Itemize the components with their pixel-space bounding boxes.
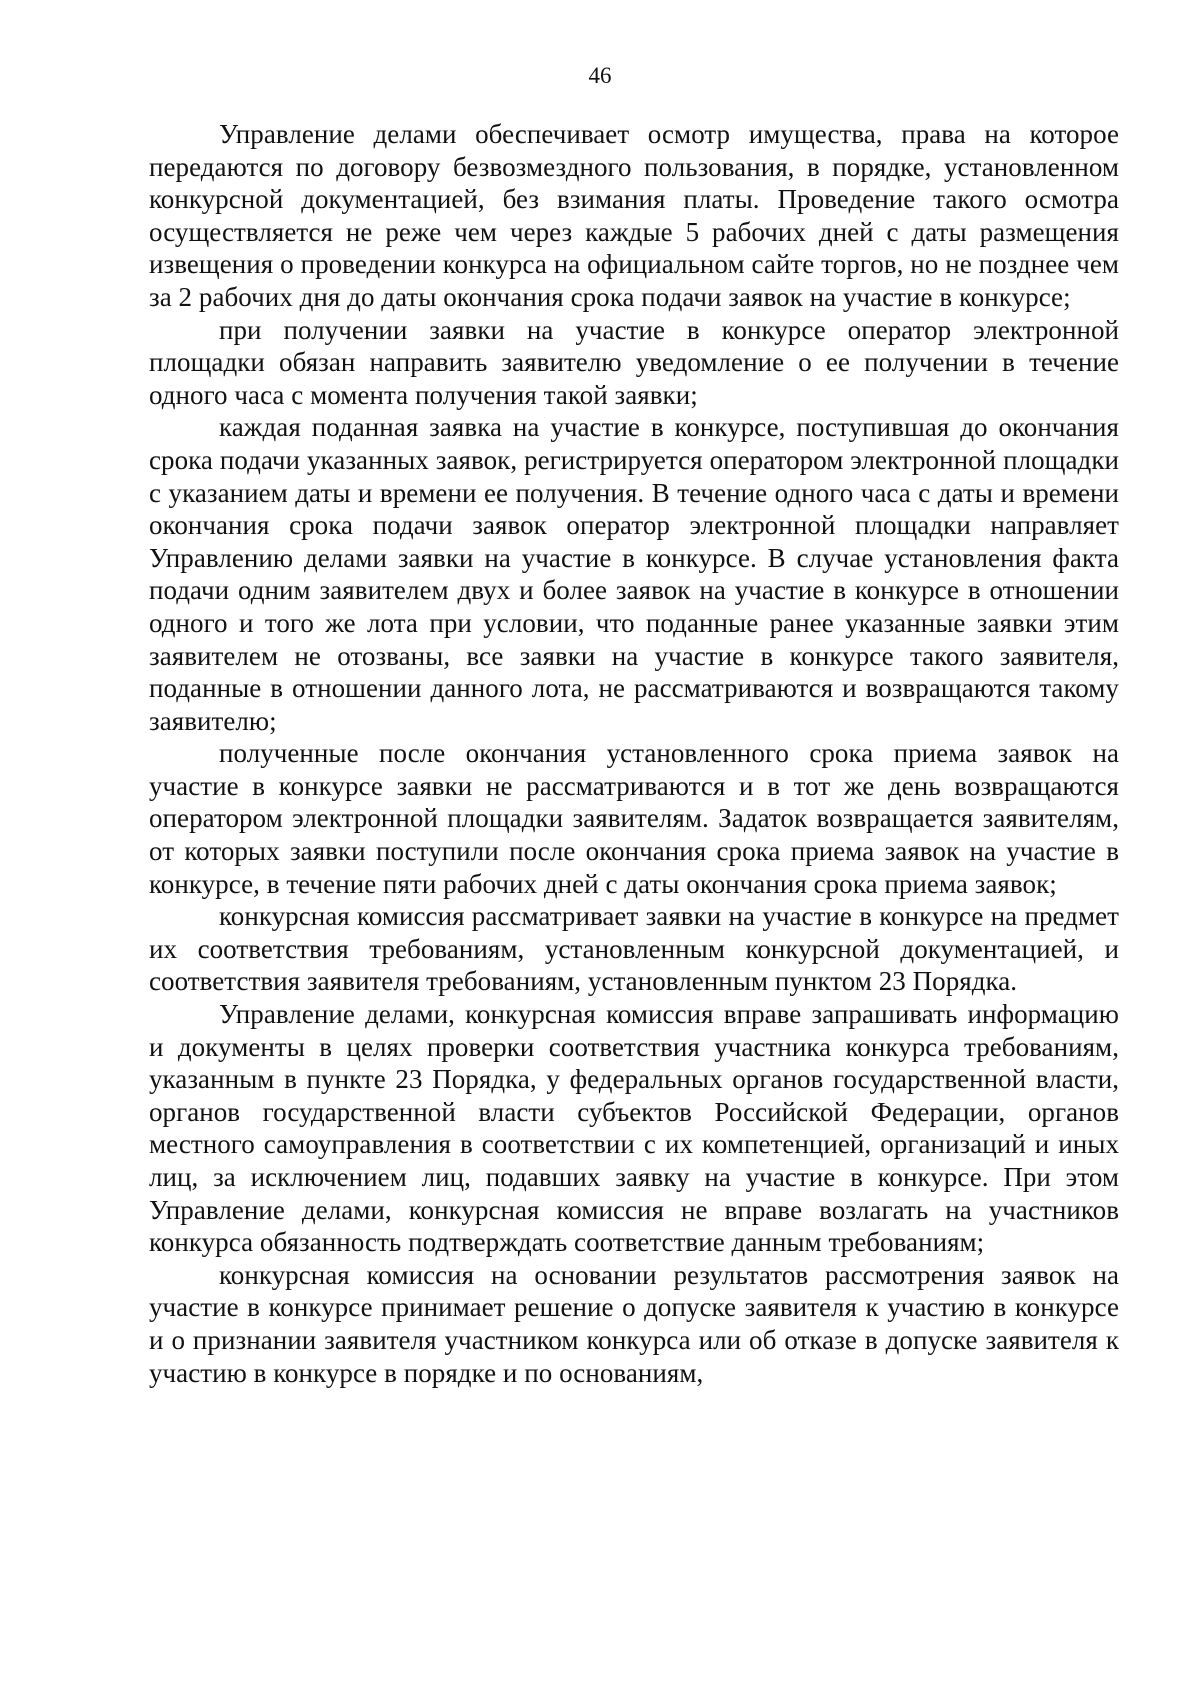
paragraph-commission-review: конкурсная комиссия рассматривает заявки на участие в конкурсе на предмет их соответствия требованиям, установленным конкурсной документацией, и соответствия заявителя требованиям, установленным пунктом 23 Порядка. bbox=[149, 901, 1119, 997]
paragraph-information-requests: Управление делами, конкурсная комиссия вправе запрашивать информацию и документы в целях проверки соответствия участника конкурса требованиям, указанным в пункте 23 Порядка, у федеральных органов государственной власти, органов государственной власти субъектов Российской Федерации, органов местного самоуправления в соответствии с их компетенцией, организаций и иных лиц, за исключением лиц, подавших заявку на участие в конкурсе. При этом Управление делами, конкурсная комиссия не вправе возлагать на участников конкурса обязанность подтверждать соответствие данным требованиям; bbox=[149, 999, 1119, 1258]
paragraph-application-notice: при получении заявки на участие в конкурсе оператор электронной площадки обязан направить заявителю уведомление о ее получении в течение одного часа с момента получения такой заявки; bbox=[149, 314, 1119, 410]
document-body bbox=[149, 118, 1119, 1389]
paragraph-application-registration: каждая поданная заявка на участие в конкурсе, поступившая до окончания срока подачи указанных заявок, регистрируется оператором электронной площадки с указанием даты и времени ее получения. В течение одного часа с даты и времени окончания срока подачи заявок оператор электронной площадки направляет Управлению делами заявки на участие в конкурсе. В случае установления факта подачи одним заявителем двух и более заявок на участие в конкурсе в отношении одного и того же лота при условии, что поданные ранее указанные заявки этим заявителем не отозваны, все заявки на участие в конкурсе такого заявителя, поданные в отношении данного лота, не рассматриваются и возвращаются такому заявителю; bbox=[149, 412, 1119, 736]
page-number: 46 bbox=[588, 63, 612, 88]
paragraph-property-inspection: Управление делами обеспечивает осмотр имущества, права на которое передаются по договору безвозмездного пользования, в порядке, установленном конкурсной документацией, без взимания платы. Проведение такого осмотра осуществляется не реже чем через каждые 5 рабочих дней с даты размещения извещения о проведении конкурса на официальном сайте торгов, но не позднее чем за 2 рабочих дня до даты окончания срока подачи заявок на участие в конкурсе; bbox=[149, 119, 1119, 312]
paragraph-admission-decision: конкурсная комиссия на основании результатов рассмотрения заявок на участие в конкурсе принимает решение о допуске заявителя к участию в конкурсе и о признании заявителя участником конкурса или об отказе в допуске заявителя к участию в конкурсе в порядке и по основаниям, bbox=[149, 1259, 1119, 1388]
paragraph-late-applications: полученные после окончания установленного срока приема заявок на участие в конкурсе заявки не рассматриваются и в тот же день возвращаются оператором электронной площадки заявителям. Задаток возвращается заявителям, от которых заявки поступили после окончания срока приема заявок на участие в конкурсе, в течение пяти рабочих дней с даты окончания срока приема заявок; bbox=[149, 738, 1119, 899]
